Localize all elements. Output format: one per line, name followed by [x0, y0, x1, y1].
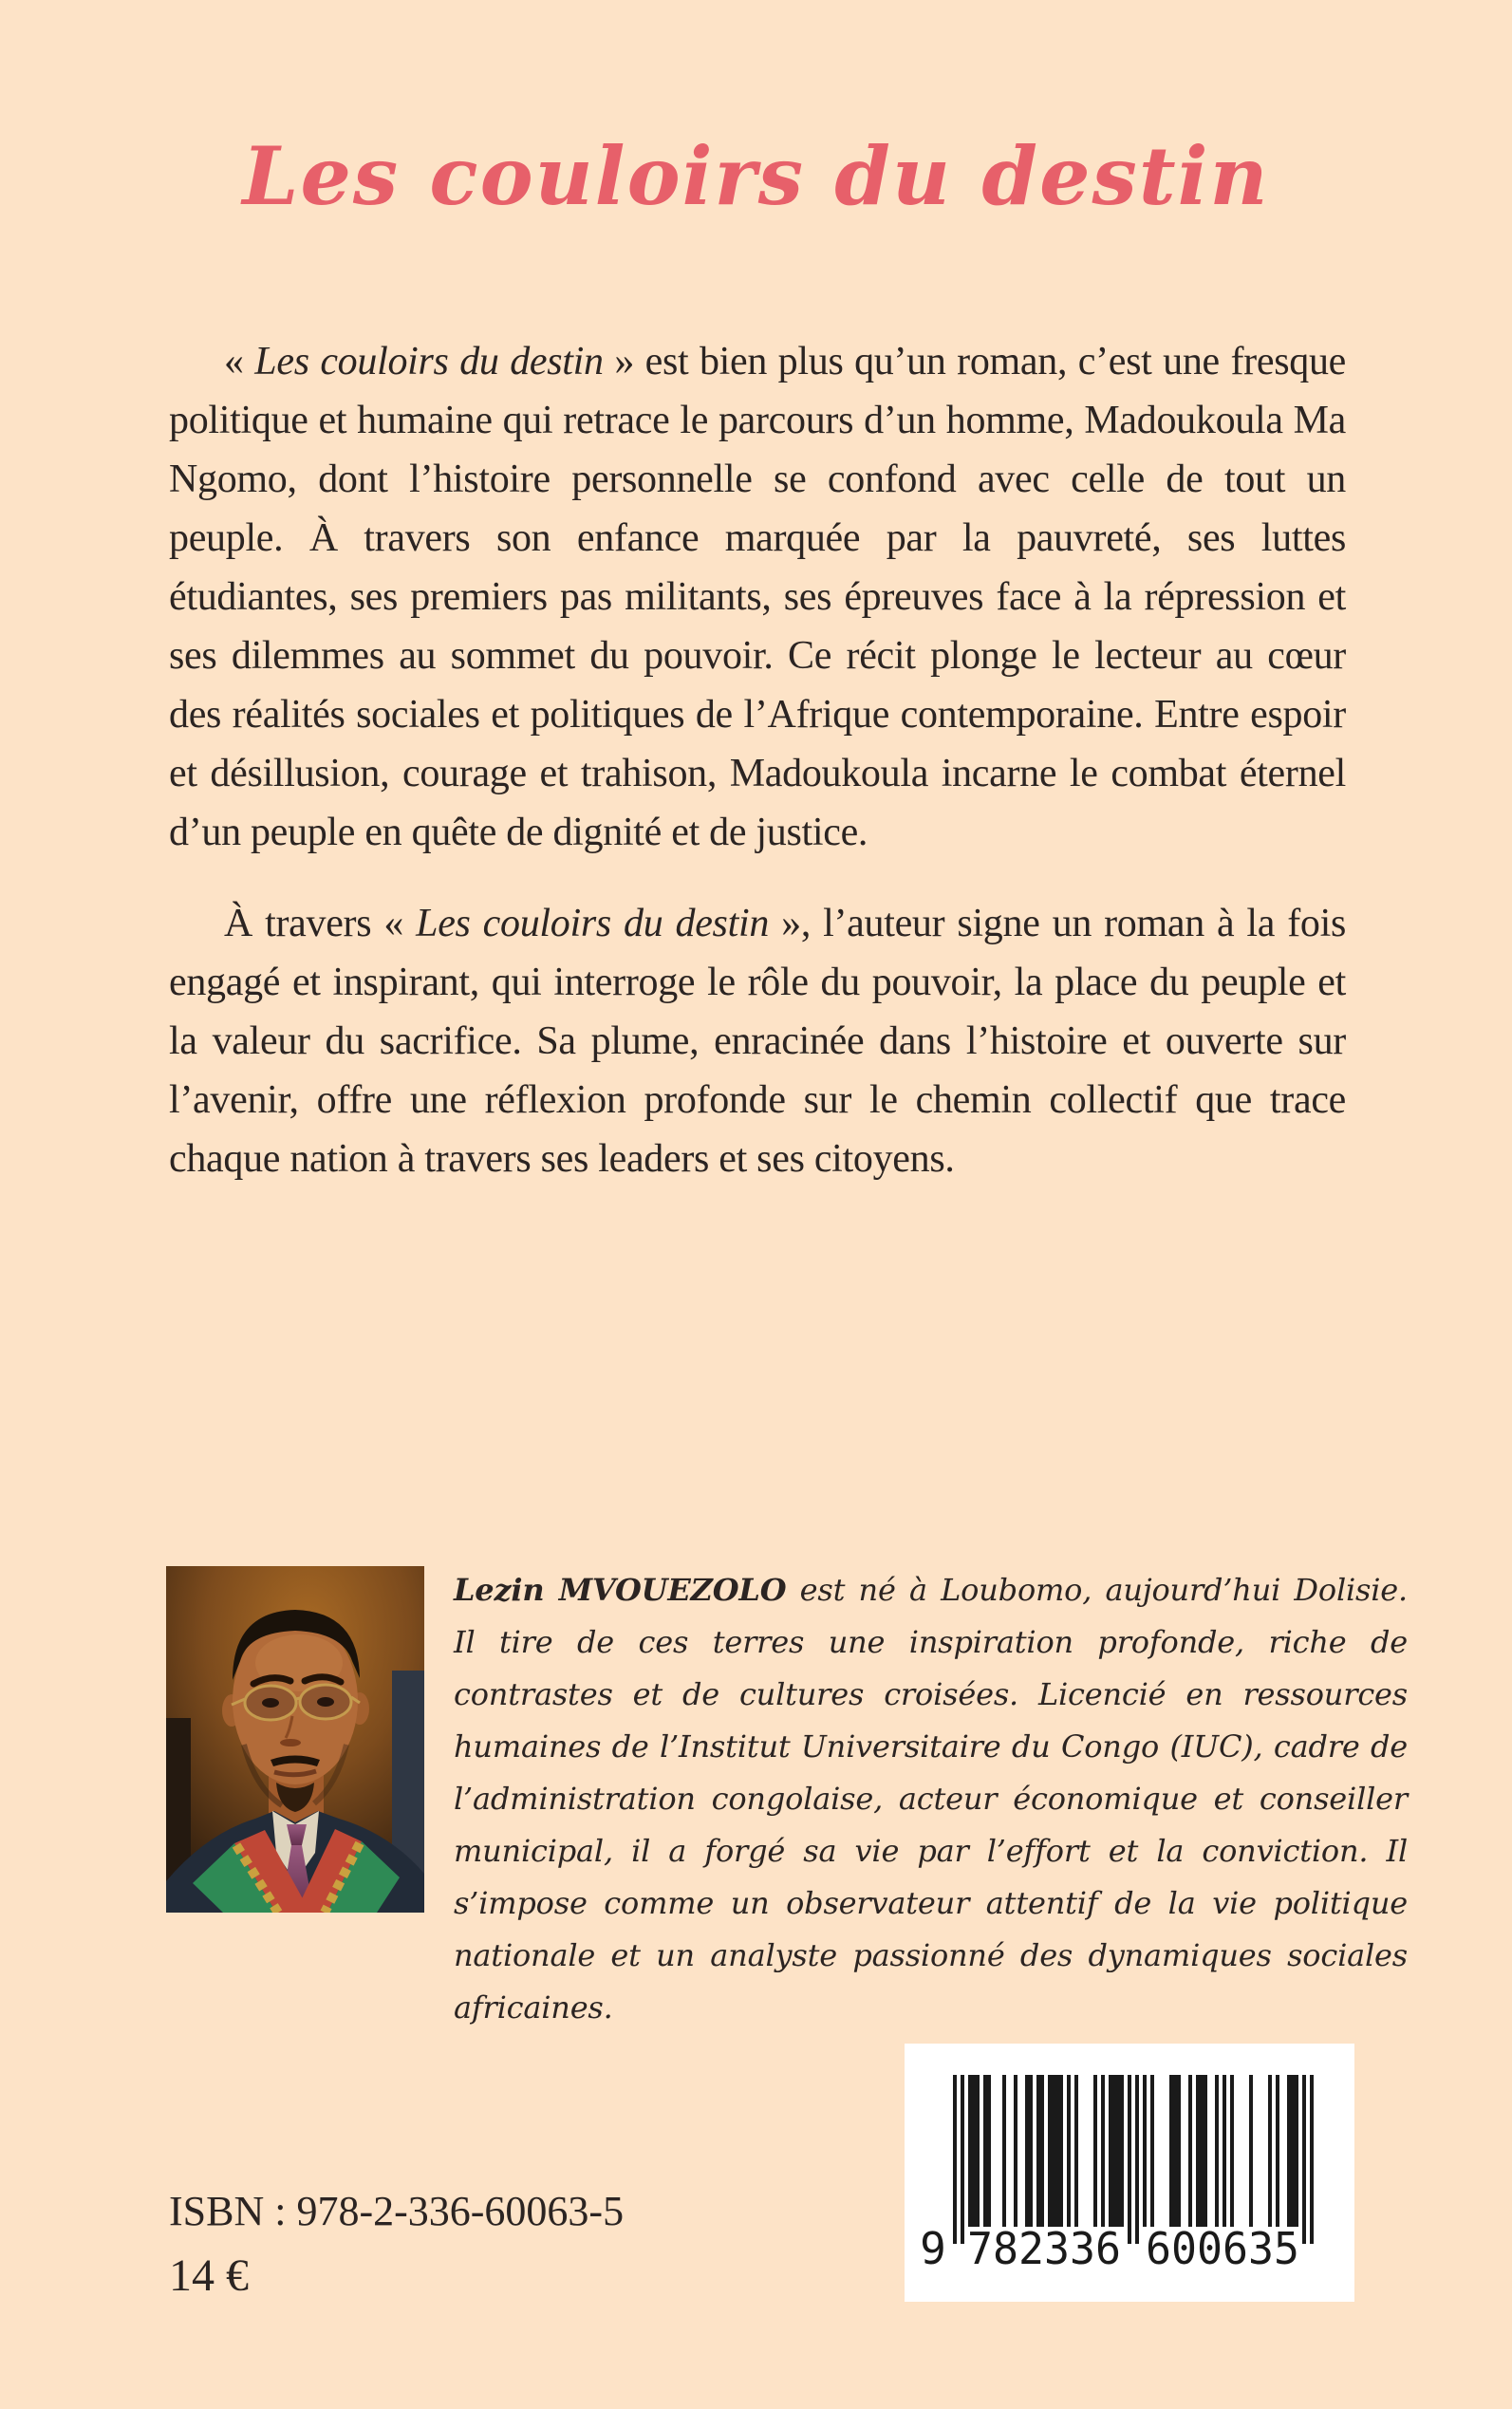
book-title: Les couloirs du destin — [242, 129, 1270, 223]
author-name: Lezin MVOUEZOLO — [454, 1572, 787, 1608]
author-section — [166, 1564, 1409, 2026]
paragraph-text: « — [224, 340, 255, 383]
paragraph-text: », l’auteur signe un roman à la fois engagé et inspirant, qui interroge le rôle du pouvoir, la place du peuple et la valeur du sacrifice. Sa plume, enracinée dans l’histoire et ouverte sur l’avenir, offre une réflexion profonde sur le chemin collectif que trace chaque nation à travers ses leaders et ses citoyens. — [169, 902, 1346, 1181]
barcode-digits-right: 600635 — [1146, 2223, 1299, 2274]
paragraph-text: » est bien plus qu’un roman, c’est une fresque politique et humaine qui retrace le parcours d’un homme, Madoukoula Ma Ngomo, dont l’histoire personnelle se confond avec celle de tout un peuple. À travers son enfance marquée par la pauvreté, ses luttes étudiantes, ses premiers pas militants, ses épreuves face à la répression et ses dilemmes au sommet du pouvoir. Ce récit plonge le lecteur au cœur des réalités sociales et politiques de l’Afrique contemporaine. Entre espoir et désillusion, courage et trahison, Madoukoula incarne le combat éternel d’un peuple en quête de dignité et de justice. — [169, 340, 1346, 854]
synopsis — [169, 332, 1346, 1188]
barcode — [905, 2044, 1354, 2302]
author-bio-text: est né à Loubomo, aujourd’hui Dolisie. Il tire de ces terres une inspiration profonde, riche de contrastes et de cultures croisées. Licencié en ressources humaines de l’Institut Universitaire du Congo (IUC), cadre de l’administration congolaise, acteur économique et conseiller municipal, il a forgé sa vie par l’effort et la conviction. Il s’impose comme un observateur attentif de la vie politique nationale et un analyste passionné des dynamiques sociales africaines. — [454, 1572, 1408, 2026]
author-bio — [454, 1564, 1408, 2034]
barcode-digits-left: 782336 — [967, 2223, 1121, 2274]
paragraph-text: À travers « — [224, 902, 417, 945]
price: 14 € — [169, 2250, 249, 2301]
isbn: ISBN : 978-2-336-60063-5 — [169, 2188, 625, 2234]
barcode-digit-first: 9 — [920, 2223, 946, 2274]
book-title-inline: Les couloirs du destin — [416, 902, 770, 945]
synopsis-paragraph-2 — [169, 894, 1346, 1188]
synopsis-paragraph-1 — [169, 332, 1346, 862]
author-photo — [166, 1566, 424, 1913]
ean13-barcode — [905, 2044, 1354, 2302]
book-title-inline: Les couloirs du destin — [254, 340, 604, 383]
barcode-bars — [953, 2075, 1314, 2244]
